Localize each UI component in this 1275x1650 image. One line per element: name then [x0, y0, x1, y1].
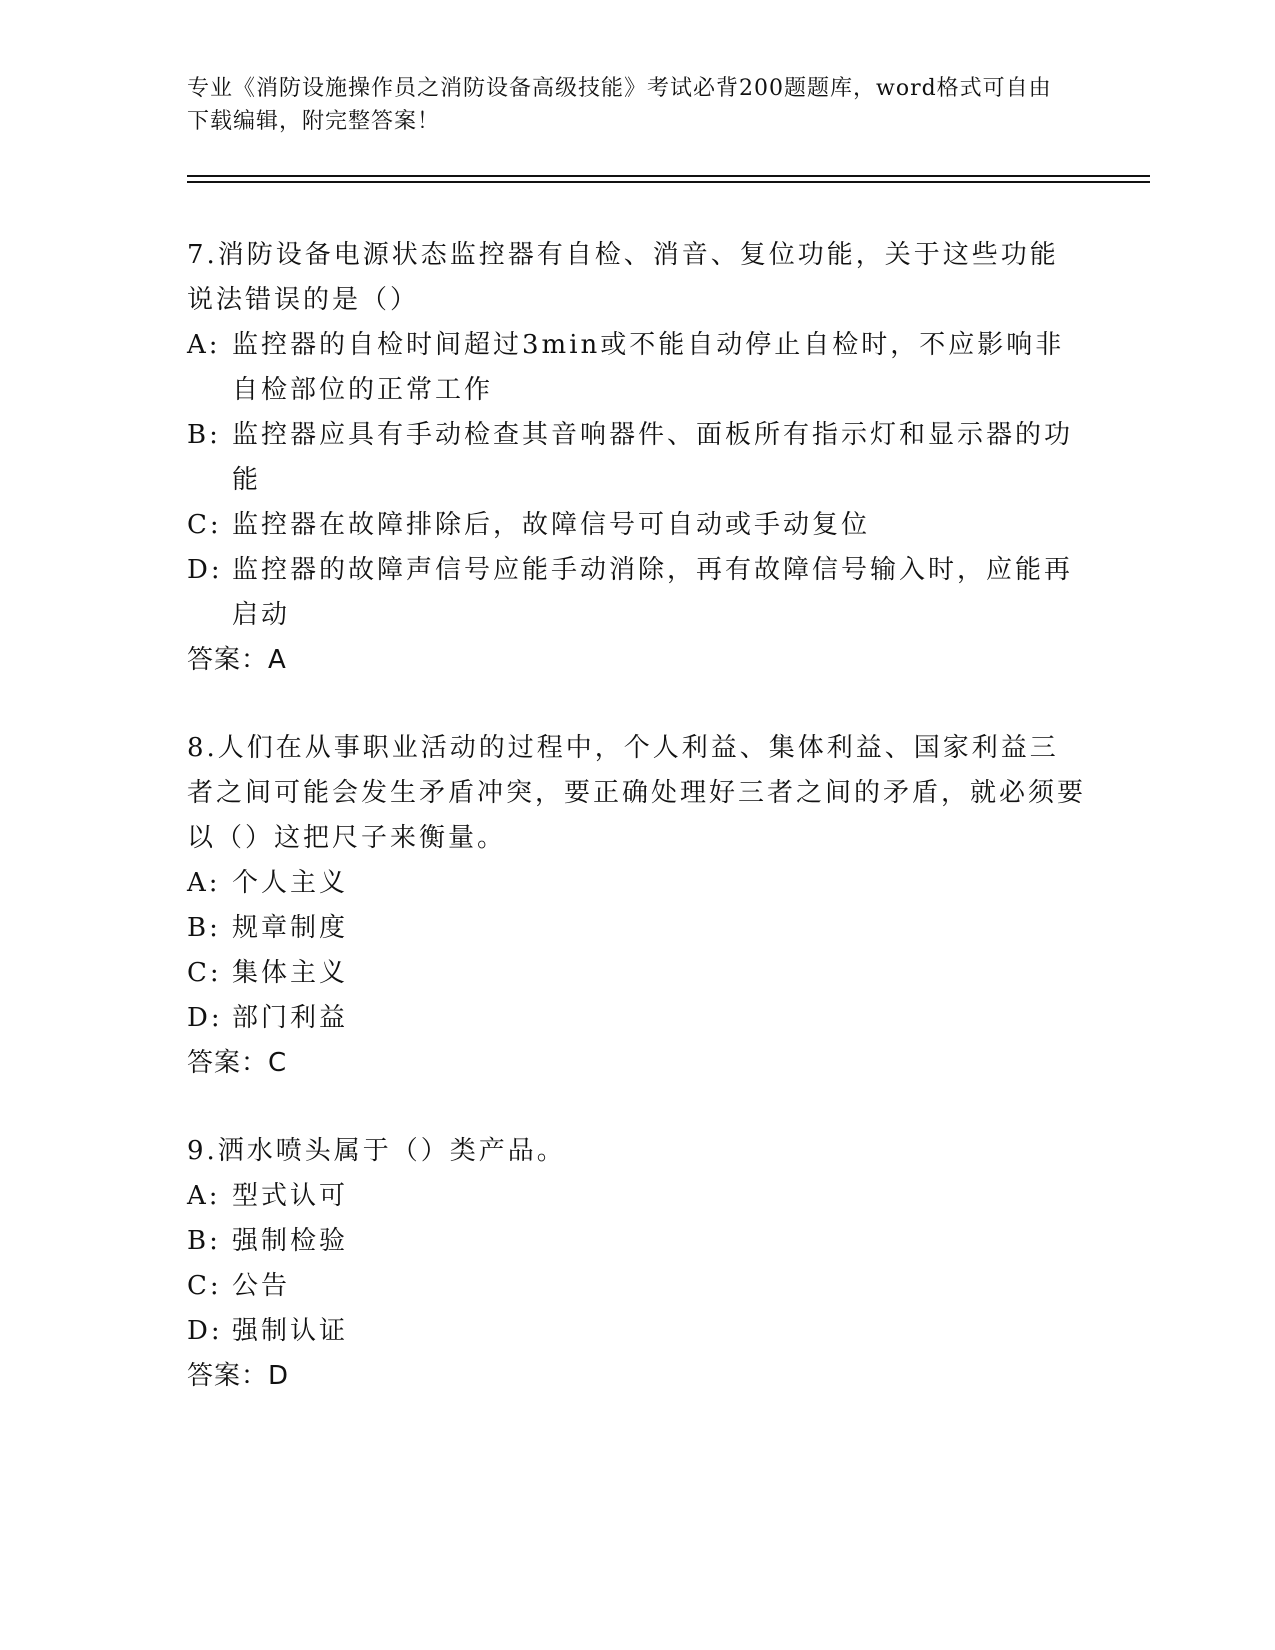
- option-letter: B:: [187, 913, 221, 943]
- option-c: [187, 1264, 1087, 1309]
- option-text: 公告: [232, 1271, 291, 1301]
- option-text: 监控器的故障声信号应能手动消除，再有故障信号输入时，应能再启动: [232, 555, 1074, 630]
- option-letter: A:: [187, 868, 221, 898]
- option-d: [187, 548, 1087, 638]
- option-b: [187, 413, 1087, 503]
- option-text: 监控器应具有手动检查其音响器件、面板所有指示灯和显示器的功能: [232, 420, 1074, 495]
- question-stem: 9.洒水喷头属于（）类产品。: [187, 1136, 566, 1166]
- question-9: [187, 1129, 1087, 1399]
- option-a: [187, 1174, 1087, 1219]
- option-letter: B:: [187, 420, 221, 450]
- answer-line: 答案：A: [187, 645, 287, 675]
- option-letter: D:: [187, 1003, 223, 1033]
- option-text: 集体主义: [232, 958, 349, 988]
- option-c: [187, 503, 1087, 548]
- option-b: [187, 1219, 1087, 1264]
- option-letter: C:: [187, 510, 222, 540]
- option-text: 部门利益: [232, 1003, 349, 1033]
- option-text: 型式认可: [232, 1181, 349, 1211]
- question-stem: 7.消防设备电源状态监控器有自检、消音、复位功能，关于这些功能说法错误的是（）: [187, 240, 1059, 315]
- option-letter: D:: [187, 1316, 223, 1346]
- header-divider-top: [187, 175, 1150, 177]
- question-stem: 8.人们在从事职业活动的过程中，个人利益、集体利益、国家利益三者之间可能会发生矛盾冲突，要正确处理好三者之间的矛盾，就必须要以（）这把尺子来衡量。: [187, 733, 1087, 853]
- option-d: [187, 1309, 1087, 1354]
- question-8: [187, 726, 1087, 1086]
- option-a: [187, 861, 1087, 906]
- answer-line: 答案：C: [187, 1048, 288, 1078]
- option-letter: A:: [187, 330, 221, 360]
- question-list: [187, 233, 1087, 1442]
- option-a: [187, 323, 1087, 413]
- option-letter: B:: [187, 1226, 221, 1256]
- option-letter: A:: [187, 1181, 221, 1211]
- option-letter: C:: [187, 958, 222, 988]
- option-letter: D:: [187, 555, 223, 585]
- question-7: [187, 233, 1087, 683]
- option-text: 强制检验: [232, 1226, 349, 1256]
- header-divider-bottom: [187, 181, 1150, 183]
- option-text: 强制认证: [232, 1316, 349, 1346]
- answer-line: 答案：D: [187, 1361, 290, 1391]
- option-text: 监控器的自检时间超过3min或不能自动停止自检时，不应影响非自检部位的正常工作: [232, 330, 1065, 405]
- option-b: [187, 906, 1087, 951]
- document-header: 专业《消防设施操作员之消防设备高级技能》考试必背200题题库，word格式可自由下载编辑，附完整答案！: [187, 76, 1052, 134]
- option-letter: C:: [187, 1271, 222, 1301]
- option-c: [187, 951, 1087, 996]
- option-text: 规章制度: [232, 913, 349, 943]
- option-d: [187, 996, 1087, 1041]
- option-text: 个人主义: [232, 868, 349, 898]
- option-text: 监控器在故障排除后，故障信号可自动或手动复位: [232, 510, 871, 540]
